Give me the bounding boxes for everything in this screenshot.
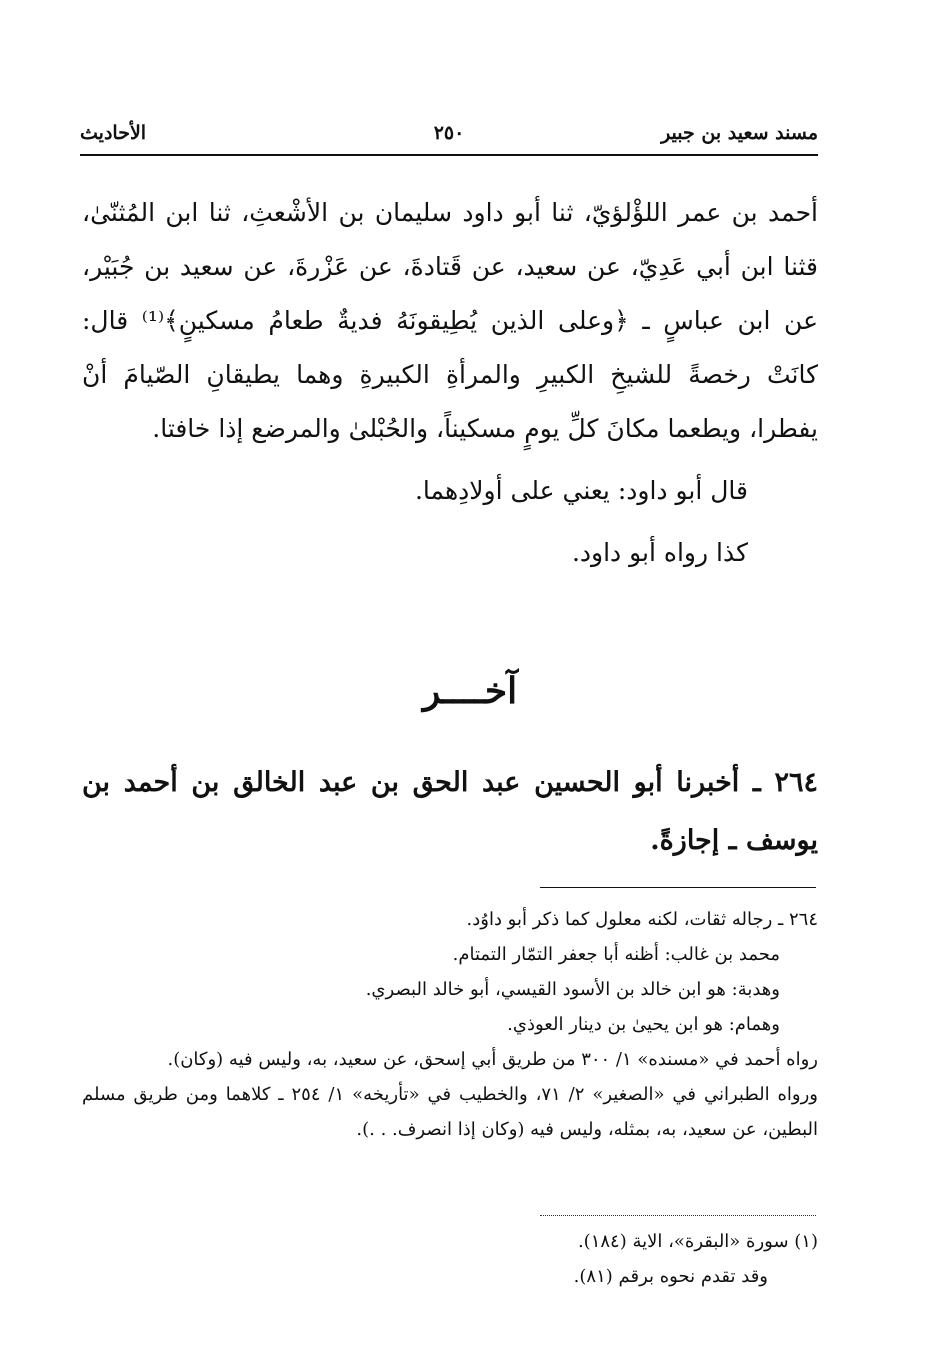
narration-note: كذا رواه أبو داود. bbox=[571, 538, 748, 567]
header-rule bbox=[80, 154, 818, 156]
footnote-line: ٢٦٤ ـ رجاله ثقات، لكنه معلول كما ذكر أبو داوُد. bbox=[466, 909, 818, 930]
section-heading: آخــــر bbox=[422, 670, 518, 712]
dotted-rule bbox=[540, 1215, 816, 1216]
endnotes bbox=[82, 1224, 818, 1294]
endnote-line: وقد تقدم نحوه برقم (٨١). bbox=[573, 1266, 768, 1287]
section-title: الأحاديث bbox=[80, 122, 147, 144]
footnote-line: وهمام: هو ابن يحيىٰ بن دينار العوذي. bbox=[507, 1014, 780, 1035]
footnotes bbox=[82, 902, 818, 1147]
footnote-line: رواه أحمد في «مسنده» ١/ ٣٠٠ من طريق أبي إسحق، عن سعيد، به، وليس فيه (وكان). bbox=[167, 1049, 818, 1070]
footnote-line: محمد بن غالب: أظنه أبا جعفر التمّار التمتام. bbox=[452, 944, 780, 965]
footnote-line: ورواه الطبراني في «الصغير» ٢/ ٧١، والخطيب في «تأريخه» ١/ ٢٥٤ ـ كلاهما ومن طريق مسلم البطين، عن سعيد، به، بمثله، وليس فيه (وكان إذا انصرف. . .). bbox=[82, 1084, 818, 1140]
running-header bbox=[80, 122, 818, 156]
page-number: ٢٥٠ bbox=[433, 122, 465, 144]
abu-dawud-comment: قال أبو داود: يعني على أولادِهما. bbox=[414, 476, 748, 505]
footnote-line: وهدبة: هو ابن خالد بن الأسود القيسي، أبو خالد البصري. bbox=[365, 979, 780, 1000]
hadith-entry-264: ٢٦٤ ـ أخبرنا أبو الحسين عبد الحق بن عبد الخالق بن أحمد بن يوسف ـ إجازةً. bbox=[82, 767, 818, 856]
main-text bbox=[82, 186, 818, 580]
footnote-rule bbox=[540, 887, 816, 888]
book-title: مسند سعيد بن جبير bbox=[661, 122, 818, 144]
endnote-line: (١) سورة «البقرة»، الاية (١٨٤). bbox=[577, 1231, 818, 1252]
hadith-paragraph: أحمد بن عمر اللؤْلؤيّ، ثنا أبو داود سليمان بن الأشْعثِ، ثنا ابن المُثنّىٰ، قثنا ابن أبي عَدِيّ، عن سعيد، عن قَتادةَ، عن عَزْرةَ، عن سعيد بن جُبَيْر، عن ابن عباسٍ ـ ﴿وعلى الذين يُطِيقونَهُ فديةٌ طعامُ مسكينٍ﴾⁽¹⁾ قال: كانَتْ رخصةً للشيخِ الكبيرِ والمرأةِ الكبيرةِ وهما يطيقانِ الصّيامَ أنْ يفطرا، ويطعما مكانَ كلِّ يومٍ مسكيناً، والحُبْلىٰ والمرضع إذا خافتا. bbox=[82, 198, 818, 443]
